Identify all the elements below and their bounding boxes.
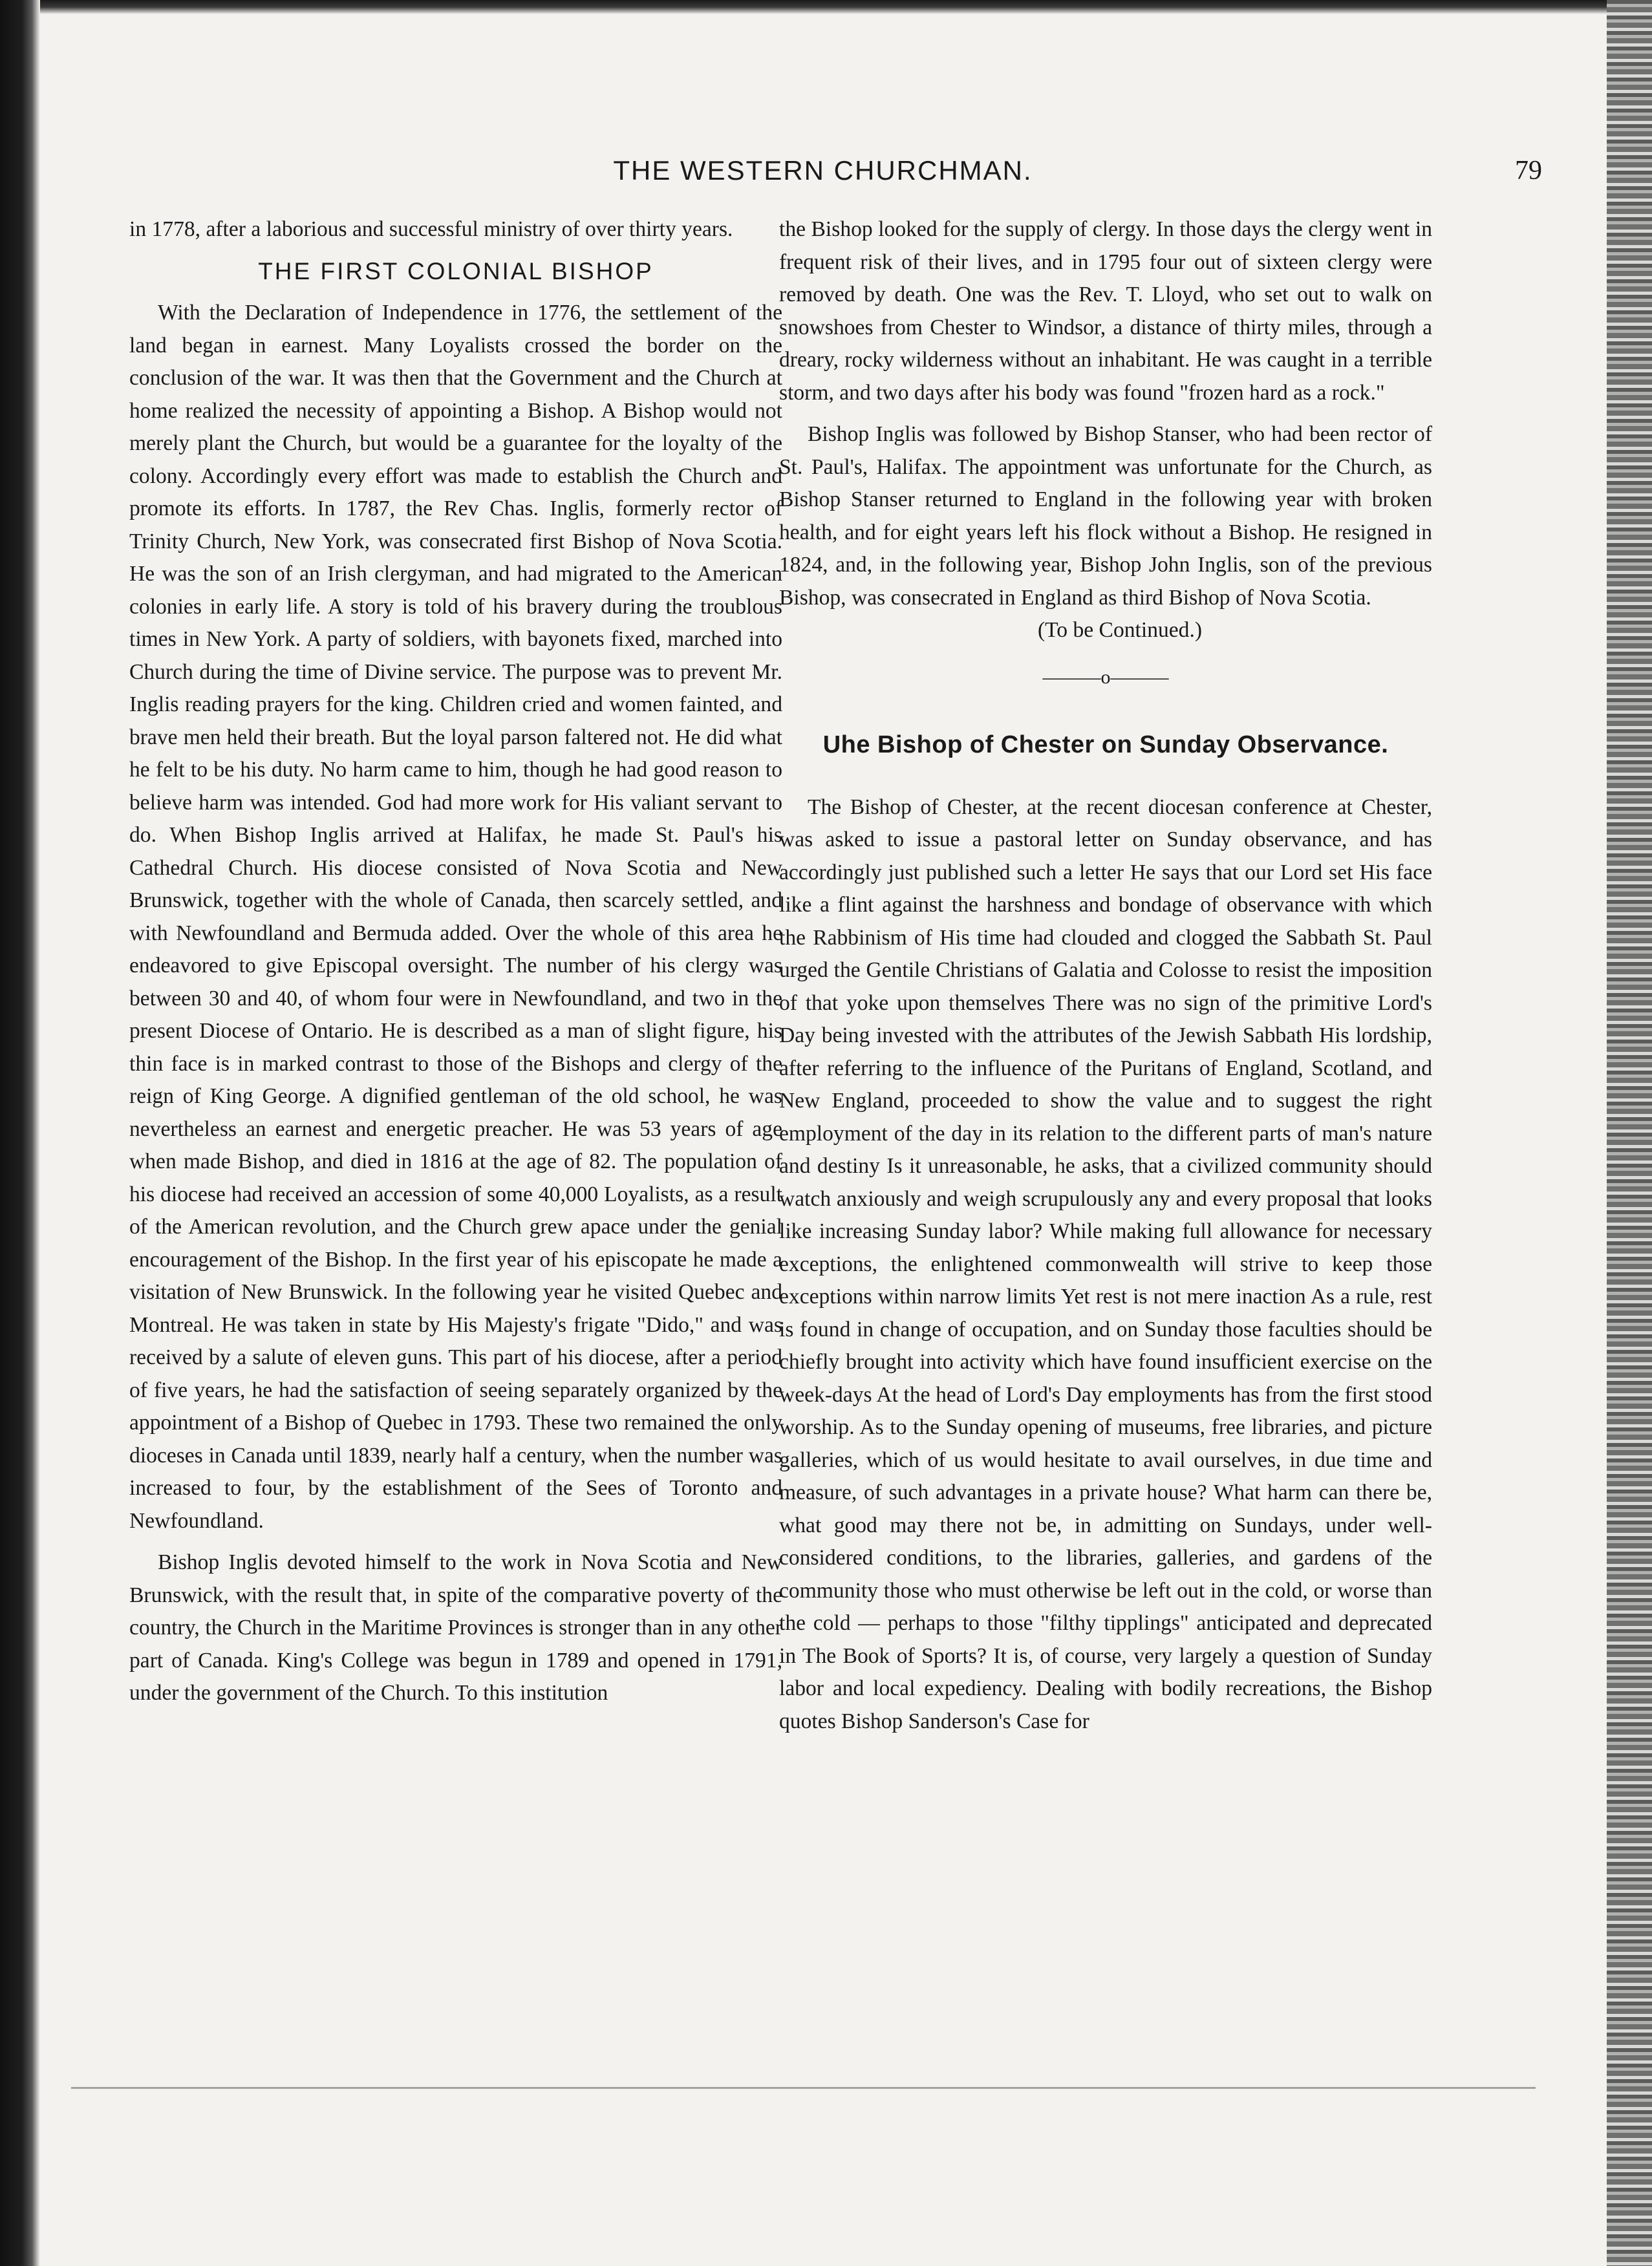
article-title: Uhe Bishop of Chester on Sunday Observance. <box>822 731 1389 758</box>
to-be-continued: (To be Continued.) <box>1037 618 1203 642</box>
scan-edge-left <box>0 0 40 2266</box>
paragraph-inglis-devotion: Bishop Inglis devoted himself to the work in Nova Scotia and New Brunswick, with the result that, in spite of the comparative poverty of the country, the Church in the Maritime Provinces is stronger than in any other part of Canada. King's College was begun in 1789 and opened in 1791, under the government of the Church. To this institution <box>129 1550 782 1705</box>
scan-edge-right <box>1607 0 1652 2266</box>
right-column <box>779 213 1432 1738</box>
section-divider: ———o——— <box>1042 666 1169 688</box>
paragraph-continuation: the Bishop looked for the supply of clergy. In those days the clergy went in frequent risk of their lives, and in 1795 four out of sixteen clergy were removed by death. One was the Rev. T. Lloyd, who set out to walk on snowshoes from Chester to Windsor, a distance of thirty miles, through a dreary, rocky wilderness without an inhabitant. He was caught in a terrible storm, and two days after his body was found "frozen hard as a rock." <box>779 217 1432 405</box>
paragraph-first-bishop: With the Declaration of Independence in 1776, the settlement of the land began in earnest. Many Loyalists crossed the border on the conclusion of the war. It was then that the Government and the Church at home realized the necessity of appointing a Bishop. A Bishop would not merely plant the Church, but would be a guarantee for the loyalty of the colony. Accordingly every effort was made to establish the Church and promote its efforts. In 1787, the Rev Chas. Inglis, formerly rector of Trinity Church, New York, was consecrated first Bishop of Nova Scotia. He was the son of an Irish clergyman, and had migrated to the American colonies in early life. A story is told of his bravery during the troublous times in New York. A party of soldiers, with bayonets fixed, marched into Church during the time of Divine service. The purpose was to prevent Mr. Inglis reading prayers for the king. Children cried and women fainted, and brave men held their breath. But the loyal parson faltered not. He did what he felt to be his duty. No harm came to him, though he had good reason to believe harm was intended. God had more work for His valiant servant to do. When Bishop Inglis arrived at Halifax, he made St. Paul's his Cathedral Church. His diocese consisted of Nova Scotia and New Brunswick, together with the whole of Canada, then scarcely settled, and with Newfoundland and Bermuda added. Over the whole of this area he endeavored to give Episcopal oversight. The number of his clergy was between 30 and 40, of whom four were in Newfoundland, and two in the present Diocese of Ontario. He is described as a man of slight figure, his thin face is in marked contrast to those of the Bishops and clergy of the reign of King George. A dignified gentleman of the old school, he was nevertheless an earnest and energetic preacher. He was 53 years of age when made Bishop, and died in 1816 at the age of 82. The population of his diocese had received an accession of some 40,000 Loyalists, as a result of the American revolution, and the Church grew apace under the genial encouragement of the Bishop. In the first year of his episcopate he made a visitation of New Brunswick. In the following year he visited Quebec and Montreal. He was taken in state by His Majesty's frigate "Dido," and was received by a salute of eleven guns. This part of his diocese, after a period of five years, he had the satisfaction of seeing separately organized by the appointment of a Bishop of Quebec in 1793. These two remained the only dioceses in Canada until 1839, nearly half a century, when the number was increased to four, by the establishment of the Sees of Toronto and Newfoundland. <box>129 301 782 1533</box>
paragraph-stanser: Bishop Inglis was followed by Bishop Stanser, who had been rector of St. Paul's, Halifax. The appointment was unfortunate for the Church, as Bishop Stanser returned to England in the following year with broken health, and for eight years left his flock without a Bishop. He resigned in 1824, and, in the following year, Bishop John Inglis, son of the previous Bishop, was consecrated in England as third Bishop of Nova Scotia. <box>779 422 1432 610</box>
top-scan-rule <box>40 0 1607 14</box>
section-title: THE FIRST COLONIAL BISHOP <box>258 257 654 284</box>
bottom-scan-rule <box>71 2087 1536 2089</box>
page-number: 79 <box>1515 156 1542 186</box>
running-head: THE WESTERN CHURCHMAN. <box>613 155 1033 186</box>
page-header <box>84 155 1561 200</box>
article-body: The Bishop of Chester, at the recent diocesan conference at Chester, was asked to issue a pastoral letter on Sunday observance, and has accordingly just published such a letter He says that our Lord set His face like a flint against the harshness and bondage of observance with which the Rabbinism of His time had clouded and clogged the Sabbath St. Paul urged the Gentile Christians of Galatia and Colosse to resist the imposition of that yoke upon themselves There was no sign of the primitive Lord's Day being invested with the attributes of the Jewish Sabbath His lordship, after referring to the influence of the Puritans of England, Scotland, and New England, proceeded to show the value and to suggest the right employment of the day in its relation to the different parts of man's nature and destiny Is it unreasonable, he asks, that a civilized community should watch anxiously and weigh scrupulously any and every proposal that looks like increasing Sunday labor? While making full allowance for necessary exceptions, the enlightened commonwealth will strive to keep those exceptions within narrow limits Yet rest is not mere inaction As a rule, rest is found in change of occupation, and on Sunday those faculties should be chiefly brought into activity which have found insufficient exercise on the week-days At the head of Lord's Day employments has from the first stood worship. As to the Sunday opening of museums, free libraries, and picture galleries, which of us would hesitate to avail ourselves, in due time and measure, of such advantages in a private house? What harm can there be, what good may there not be, in admitting on Sundays, under well-considered conditions, to the libraries, galleries, and gardens of the community those who must otherwise be left out in the cold, or worse than the cold — perhaps to those "filthy tipplings" anticipated and deprecated in The Book of Sports? It is, of course, very largely a question of Sunday labor and local expediency. Dealing with bodily recreations, the Bishop quotes Bishop Sanderson's Case for <box>779 795 1432 1733</box>
opening-fragment: in 1778, after a laborious and successful ministry of over thirty years. <box>129 217 733 241</box>
left-column <box>129 213 782 1710</box>
